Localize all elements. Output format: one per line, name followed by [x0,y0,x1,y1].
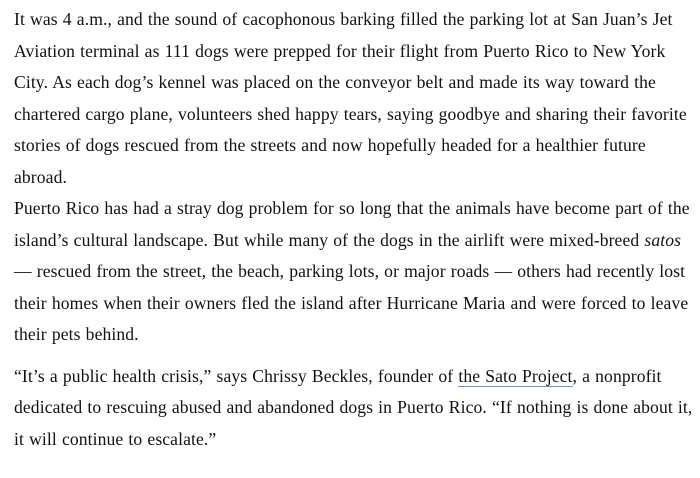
paragraph-quote-beckles [14,361,694,456]
paragraph-text: “It’s a public health crisis,” says Chrissy Beckles, founder of [14,365,459,386]
paragraph-text: , a nonprofit dedicated to rescuing abused and abandoned dogs in Puerto Rico. “If nothing is done about it, it will continue to escalate.” [14,365,693,449]
paragraph-text: — rescued from the street, the beach, parking lots, or major roads — others had recently lost their homes when their owners fled the island after Hurricane Maria and were forced to leave their pets behind. [14,261,689,344]
paragraph-airlift-intro: It was 4 a.m., and the sound of cacophonous barking filled the parking lot at San Juan’s Jet Aviation terminal as 111 dogs were prepped for their flight from Puerto Rico to New York City. As each dog’s kennel was placed on the conveyor belt and made its way toward the chartered cargo plane, volunteers shed happy tears, saying goodbye and sharing their favorite stories of dogs rescued from the streets and now hopefully headed for a healthier future abroad. [14,9,687,187]
article-body [14,4,694,455]
paragraph-text: Puerto Rico has had a stray dog problem for so long that the animals have become part of the island’s cultural landscape. But while many of the dogs in the airlift were mixed-breed [14,198,690,250]
paragraph-stray-dog-problem [14,193,694,351]
italic-term-satos: satos [644,229,682,250]
sato-project-link[interactable]: the Sato Project [458,365,573,386]
